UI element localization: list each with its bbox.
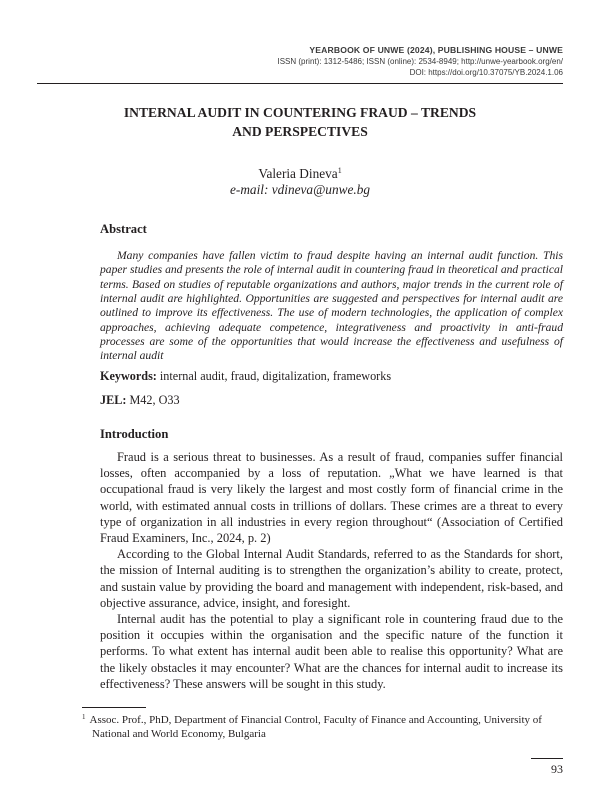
author-email: e-mail: vdineva@unwe.bg [230,182,370,197]
footnote [82,713,563,741]
page-number-rule [531,758,563,759]
issn-line: ISSN (print): 1312-5486; ISSN (online): 2534-8949; http://unwe-yearbook.org/en/ [277,57,563,66]
jel-value: M42, O33 [126,393,180,407]
footnote-text: Assoc. Prof., PhD, Department of Financial Control, Faculty of Finance and Accounting, University of National and World Economy, Bulgaria [89,714,542,740]
journal-title: YEARBOOK OF UNWE (2024), PUBLISHING HOUSE – UNWE [309,45,563,55]
footnote-rule [82,707,146,708]
jel-line [100,393,180,408]
jel-label: JEL: [100,393,127,407]
doi-line: DOI: https://doi.org/10.37075/YB.2024.1.06 [409,68,563,77]
paper-title [60,103,540,141]
intro-paragraph-2: According to the Global Internal Audit Standards, referred to as the Standards for short, the mission of Internal auditing is to strengthen the organization’s ability to create, protect, and sustain value by providing the board and management with independent, risk-based, and objective assurance, advice, insight, and foresight. [100,547,563,610]
introduction-body [100,449,563,692]
paper-title-line-2: AND PERSPECTIVES [232,124,368,139]
keywords-label: Keywords: [100,369,157,383]
intro-paragraph-1: Fraud is a serious threat to businesses. As a result of fraud, companies suffer financial losses, often accompanied by a loss of reputation. „What we have learned is that occupational fraud is very likely the largest and most costly form of financial crime in the world, with estimated annual costs in trillions of dollars. These crimes are a threat to every type of organization in all industries in every region throughout“ (Association of Certified Fraud Examiners, Inc., 2024, p. 2) [100,450,563,546]
abstract-text: Many companies have fallen victim to fraud despite having an internal audit function. This paper studies and presents the role of internal audit in countering fraud in theoretical and practical terms. Based on studies of reputable organizations and authors, major trends in the current role of internal audit are highlighted. Opportunities are suggested and perspectives for internal audit are outlined to improve its effectiveness. The use of modern technologies, the application of complex approaches, achieving adequate competence, integrativeness and proactivity in anti-fraud processes are some of the opportunities that would increase the effectiveness and usefulness of internal audit [100,249,563,363]
footnote-mark: 1 [82,713,86,721]
keywords-line [100,369,391,384]
author-footnote-mark: 1 [337,166,342,175]
running-header [278,45,564,78]
intro-paragraph-3: Internal audit has the potential to play a significant role in countering fraud due to the position it occupies within the organisation and the specific nature of the function it performs. To what extent has internal audit been able to realise this opportunity? What are the likely obstacles it may encounter? What are the chances for internal audit to increase its effectiveness? These answers will be sought in this study. [100,612,563,691]
abstract-heading: Abstract [100,222,147,236]
author-name: Valeria Dineva [258,166,338,181]
page-number: 93 [551,762,563,776]
paper-title-line-1: INTERNAL AUDIT IN COUNTERING FRAUD – TRENDS [123,105,477,120]
header-rule [37,83,563,84]
author-line [0,166,600,182]
keywords-value: internal audit, fraud, digitalization, frameworks [156,369,392,383]
introduction-heading: Introduction [100,427,169,441]
